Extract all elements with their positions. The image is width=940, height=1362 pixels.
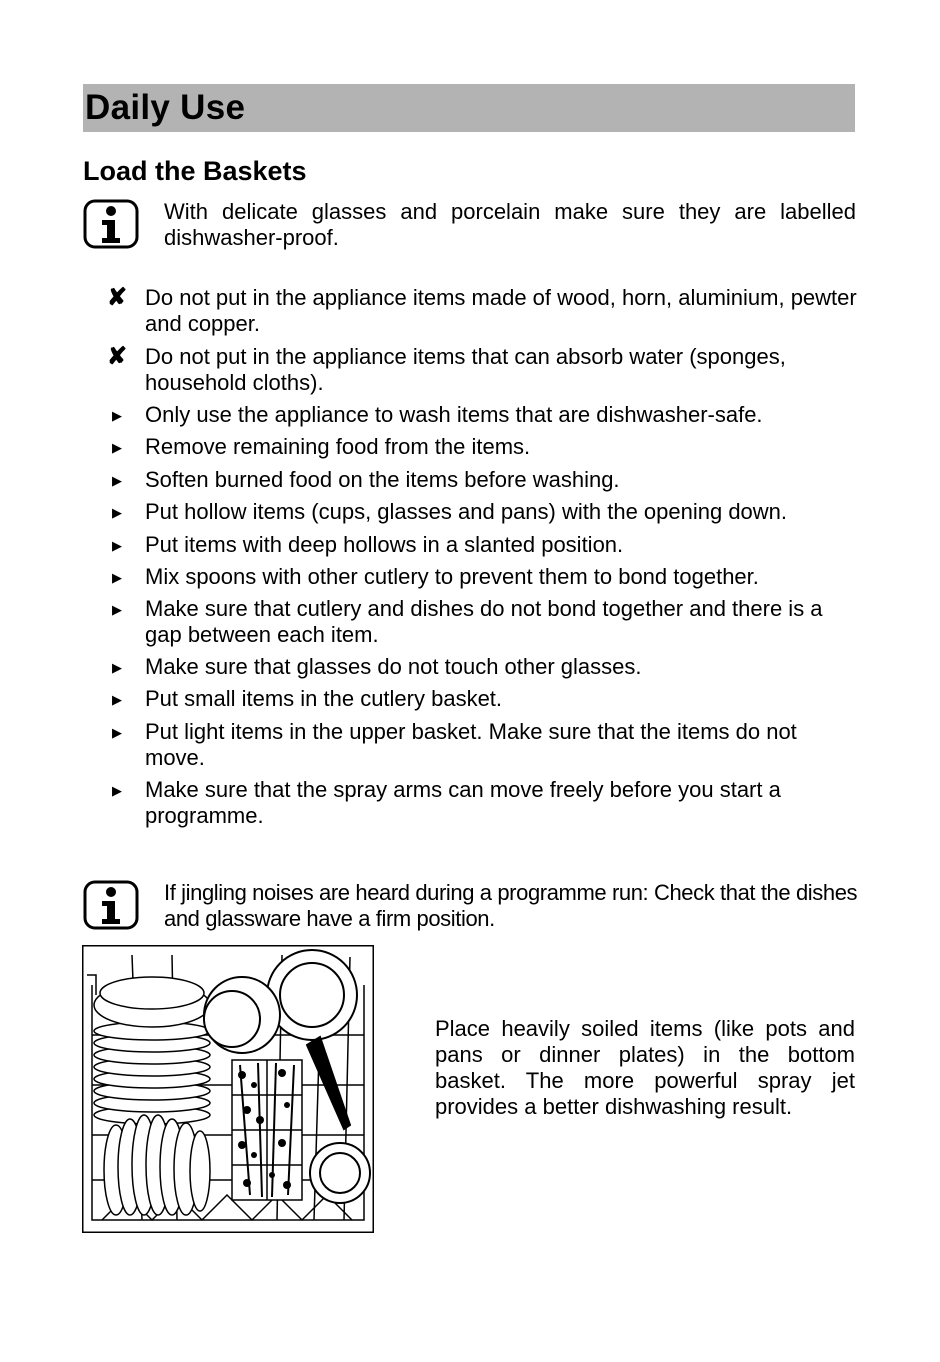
triangle-bullet-icon: ▶ — [112, 725, 122, 740]
triangle-bullet-icon: ▶ — [112, 602, 122, 617]
cross-icon: ✘ — [106, 343, 128, 370]
list-item-text: Only use the appliance to wash items that are dishwasher-safe. — [145, 402, 763, 427]
triangle-bullet-icon: ▶ — [112, 660, 122, 675]
info-icon — [83, 199, 139, 249]
list-item-text: Make sure that glasses do not touch other glasses. — [145, 654, 642, 679]
list-item-text: Put small items in the cutlery basket. — [145, 686, 503, 711]
note-text: If jingling noises are heard during a programme run: Check that the dishes and glassware have a firm position. — [164, 880, 858, 931]
note-text: With delicate glasses and porcelain make sure they are labelled dishwasher-proof. — [164, 199, 856, 250]
triangle-bullet-icon: ▶ — [112, 538, 122, 553]
list-item-text: Do not put in the appliance items that can absorb water (sponges, household cloths). — [145, 344, 786, 395]
section-title: Load the Baskets — [83, 156, 307, 186]
list-item-text: Make sure that the spray arms can move freely before you start a programme. — [145, 777, 781, 828]
triangle-bullet-icon: ▶ — [112, 505, 122, 520]
title-bar — [83, 84, 855, 132]
list-item-text: Do not put in the appliance items made of wood, horn, aluminium, pewter and copper. — [145, 285, 857, 336]
list-item-text: Mix spoons with other cutlery to prevent them to bond together. — [145, 564, 759, 589]
lower-basket-illustration — [82, 945, 374, 1233]
triangle-bullet-icon: ▶ — [112, 408, 122, 423]
triangle-bullet-icon: ▶ — [112, 783, 122, 798]
cross-icon: ✘ — [106, 284, 128, 311]
triangle-bullet-icon: ▶ — [112, 473, 122, 488]
list-item-text: Remove remaining food from the items. — [145, 434, 531, 459]
info-icon — [83, 880, 139, 930]
triangle-bullet-icon: ▶ — [112, 692, 122, 707]
page-title: Daily Use — [85, 88, 246, 127]
list-item-text: Put light items in the upper basket. Make sure that the items do not move. — [145, 719, 797, 770]
list-item-text: Make sure that cutlery and dishes do not bond together and there is a gap between each item. — [145, 596, 823, 647]
figure-caption: Place heavily soiled items (like pots and pans or dinner plates) in the bottom basket. The more powerful spray jet provides a better dishwashing result. — [435, 1016, 855, 1119]
triangle-bullet-icon: ▶ — [112, 570, 122, 585]
list-item-text: Soften burned food on the items before washing. — [145, 467, 620, 492]
list-item-text: Put items with deep hollows in a slanted position. — [145, 532, 624, 557]
triangle-bullet-icon: ▶ — [112, 440, 122, 455]
list-item-text: Put hollow items (cups, glasses and pans) with the opening down. — [145, 499, 788, 524]
